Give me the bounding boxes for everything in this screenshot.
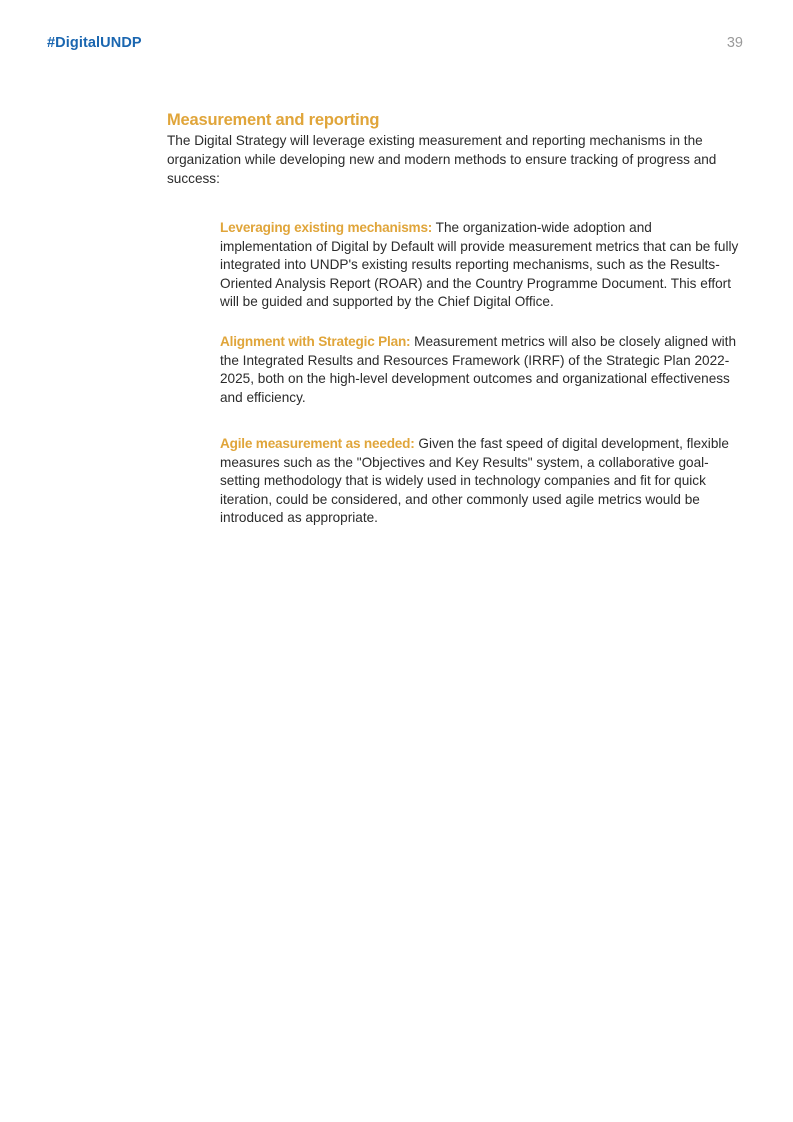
list-item-agile-measurement bbox=[220, 435, 746, 528]
list-item-text: Given the fast speed of digital development, flexible measures such as the "Objectives and Key Results" system, a collaborative goal-setting methodology that is widely used in technology companies and fit for quick iteration, could be considered, and other commonly used agile metrics would be introduced as appropriate. bbox=[220, 436, 729, 526]
list-item-alignment-strategic-plan bbox=[220, 333, 746, 407]
page-number: 39 bbox=[726, 35, 743, 51]
list-item-leveraging-existing bbox=[220, 219, 746, 312]
list-item-lead: Alignment with Strategic Plan: bbox=[220, 334, 411, 349]
list-item-lead: Agile measurement as needed: bbox=[220, 436, 415, 451]
header-hashtag: #DigitalUNDP bbox=[47, 35, 142, 51]
section-title: Measurement and reporting bbox=[167, 111, 380, 129]
list-item-text: Measurement metrics will also be closely aligned with the Integrated Results and Resources Framework (IRRF) of the Strategic Plan 2022-2025, both on the high-level development outcomes and organizational effectiveness and efficiency. bbox=[220, 334, 737, 405]
measurement-section bbox=[167, 110, 747, 188]
list-item-text: The organization-wide adoption and implementation of Digital by Default will provide measurement metrics that can be fully integrated into UNDP's existing results reporting mechanisms, such as the Results-Oriented Analysis Report (ROAR) and the Country Programme Document. This effort will be guided and supported by the Chief Digital Office. bbox=[220, 220, 739, 310]
section-intro: The Digital Strategy will leverage existing measurement and reporting mechanisms in the organization while developing new and modern methods to ensure tracking of progress and success: bbox=[167, 133, 717, 186]
list-item-lead: Leveraging existing mechanisms: bbox=[220, 220, 433, 235]
